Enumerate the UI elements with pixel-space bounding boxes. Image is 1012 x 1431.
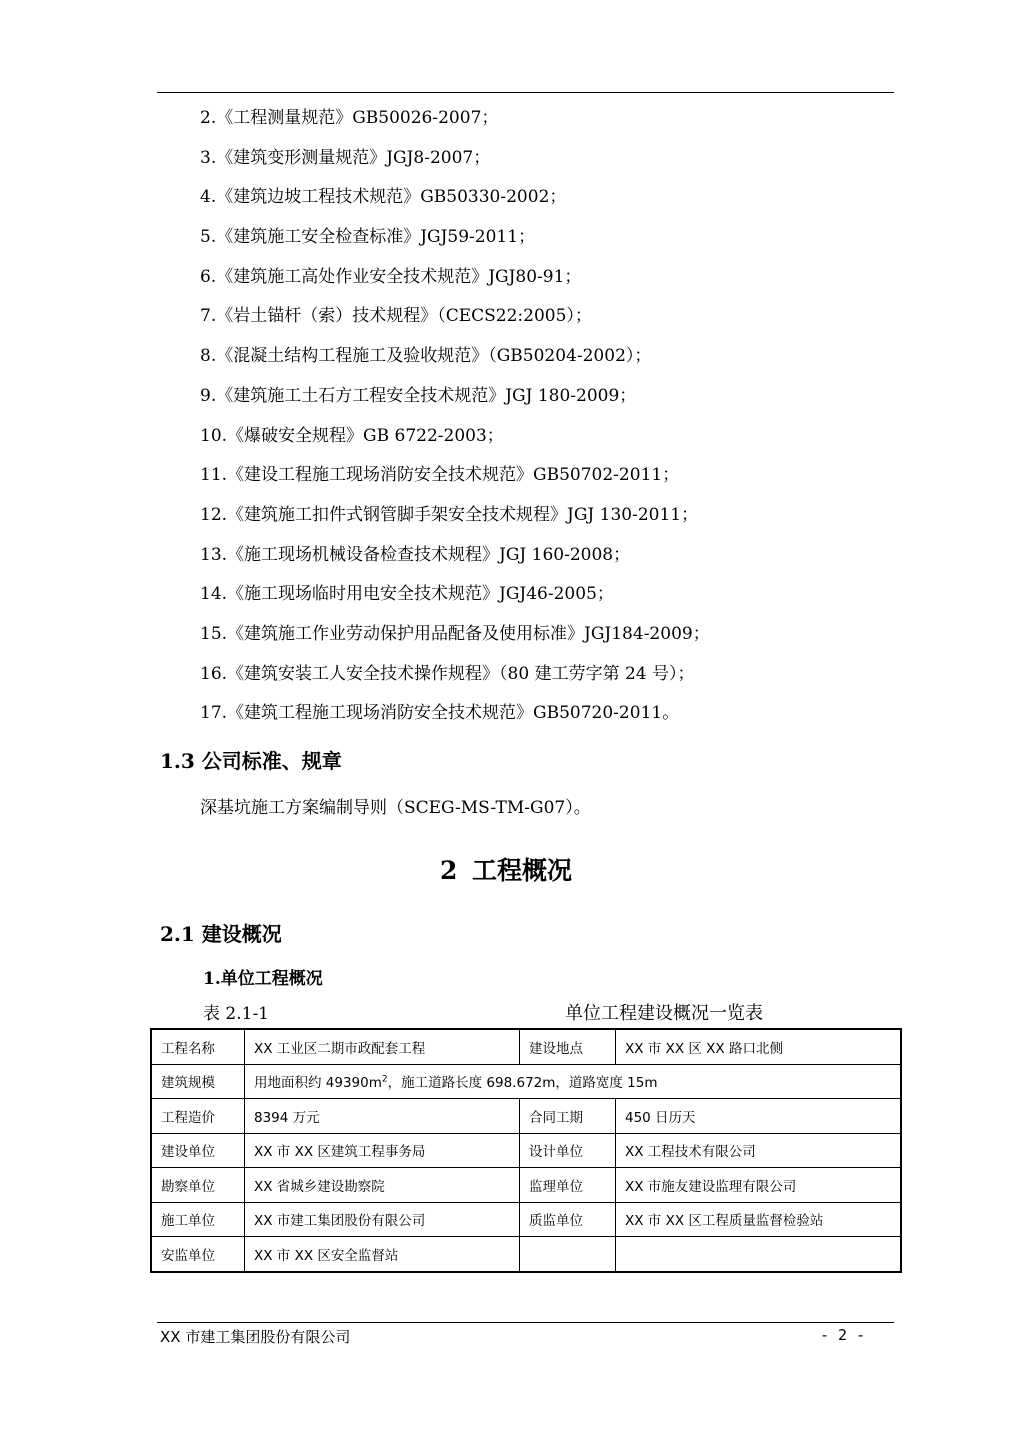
table-cell-label: 质监单位 <box>520 1202 616 1237</box>
table-row <box>151 1099 901 1134</box>
list-item: 10.《爆破安全规程》GB 6722-2003； <box>200 425 504 446</box>
list-item: 11.《建设工程施工现场消防安全技术规范》GB50702-2011； <box>200 465 680 486</box>
list-item: 6.《建筑施工高处作业安全技术规范》JGJ80-91； <box>200 266 582 287</box>
table-cell-value <box>245 1064 902 1099</box>
table-cell-label: 建设单位 <box>151 1133 245 1168</box>
list-item: 17.《建筑工程施工现场消防安全技术规范》GB50720-2011。 <box>200 703 680 724</box>
list-item: 14.《施工现场临时用电安全技术规范》JGJ46-2005； <box>200 584 614 605</box>
list-item: 4.《建筑边坡工程技术规范》GB50330-2002； <box>200 187 567 208</box>
table-cell-label: 工程造价 <box>151 1099 245 1134</box>
table-cell-label: 勘察单位 <box>151 1168 245 1203</box>
table-cell-label: 工程名称 <box>151 1029 245 1064</box>
table-cell-value: XX 省城乡建设勘察院 <box>245 1168 520 1203</box>
table-cell-value: XX 市施友建设监理有限公司 <box>616 1168 902 1203</box>
footer-rule <box>157 1322 894 1323</box>
table-cell-value: XX 工程技术有限公司 <box>616 1133 902 1168</box>
table-cell-label: 安监单位 <box>151 1237 245 1272</box>
table-cell-label: 监理单位 <box>520 1168 616 1203</box>
table-title: 单位工程建设概况一览表 <box>565 1003 763 1024</box>
list-item: 2.《工程测量规范》GB50026-2007； <box>200 108 499 128</box>
subsection-heading: 1.单位工程概况 <box>203 969 323 989</box>
table-cell-value: XX 市 XX 区安全监督站 <box>245 1237 520 1272</box>
footer-company: XX 市建工集团股份有限公司 <box>160 1328 351 1346</box>
table-row <box>151 1202 901 1237</box>
table-row <box>151 1237 901 1272</box>
table-row <box>151 1133 901 1168</box>
table-row <box>151 1064 901 1099</box>
table-cell-value: 450 日历天 <box>616 1099 902 1134</box>
list-item: 16.《建筑安装工人安全技术操作规程》（80 建工劳字第 24 号）； <box>200 663 695 684</box>
table-row <box>151 1168 901 1203</box>
list-item: 9.《建筑施工土石方工程安全技术规范》JGJ 180-2009； <box>200 385 637 406</box>
section-heading-2-1: 2.1 建设概况 <box>160 922 282 946</box>
list-item: 13.《施工现场机械设备检查技术规程》JGJ 160-2008； <box>200 544 631 565</box>
table-row <box>151 1029 901 1064</box>
list-item: 7.《岩土锚杆（索）技术规程》（CECS22:2005）； <box>200 306 592 327</box>
project-overview-table <box>150 1028 902 1273</box>
table-number: 表 2.1-1 <box>203 1004 269 1024</box>
header-rule <box>157 92 894 93</box>
list-item: 12.《建筑施工扣件式钢管脚手架安全技术规程》JGJ 130-2011； <box>200 504 699 525</box>
table-cell-label: 合同工期 <box>520 1099 616 1134</box>
list-item: 15.《建筑施工作业劳动保护用品配备及使用标准》JGJ184-2009； <box>200 623 710 644</box>
table-cell-value: XX 市 XX 区 XX 路口北侧 <box>616 1029 902 1064</box>
list-item: 5.《建筑施工安全检查标准》JGJ59-2011； <box>200 227 536 248</box>
list-item: 8.《混凝土结构工程施工及验收规范》（GB50204-2002）； <box>200 346 652 367</box>
superscript: 2 <box>381 1074 388 1085</box>
table-cell-label: 设计单位 <box>520 1133 616 1168</box>
table-cell-value: 8394 万元 <box>245 1099 520 1134</box>
table-cell-label: 建筑规模 <box>151 1064 245 1099</box>
area-text: 用地面积约 49390m <box>254 1075 382 1092</box>
table-cell-value: XX 市 XX 区建筑工程事务局 <box>245 1133 520 1168</box>
table-cell-value: XX 工业区二期市政配套工程 <box>245 1029 520 1064</box>
table-cell-empty <box>520 1237 616 1272</box>
table-cell-value: XX 市 XX 区工程质量监督检验站 <box>616 1202 902 1237</box>
list-item: 3.《建筑变形测量规范》JGJ8-2007； <box>200 147 491 168</box>
section-1-3-text: 深基坑施工方案编制导则（SCEG-MS-TM-G07）。 <box>200 798 591 818</box>
page-number: - 2 - <box>820 1326 866 1344</box>
road-text: ，施工道路长度 698.672m，道路宽度 15m <box>387 1075 658 1092</box>
table-cell-empty <box>616 1237 902 1272</box>
table-cell-value: XX 市建工集团股份有限公司 <box>245 1202 520 1237</box>
table-cell-label: 施工单位 <box>151 1202 245 1237</box>
section-heading-1-3: 1.3 公司标准、规章 <box>160 749 342 773</box>
chapter-title: 2 工程概况 <box>439 856 573 885</box>
reference-list <box>200 104 710 739</box>
table-cell-label: 建设地点 <box>520 1029 616 1064</box>
